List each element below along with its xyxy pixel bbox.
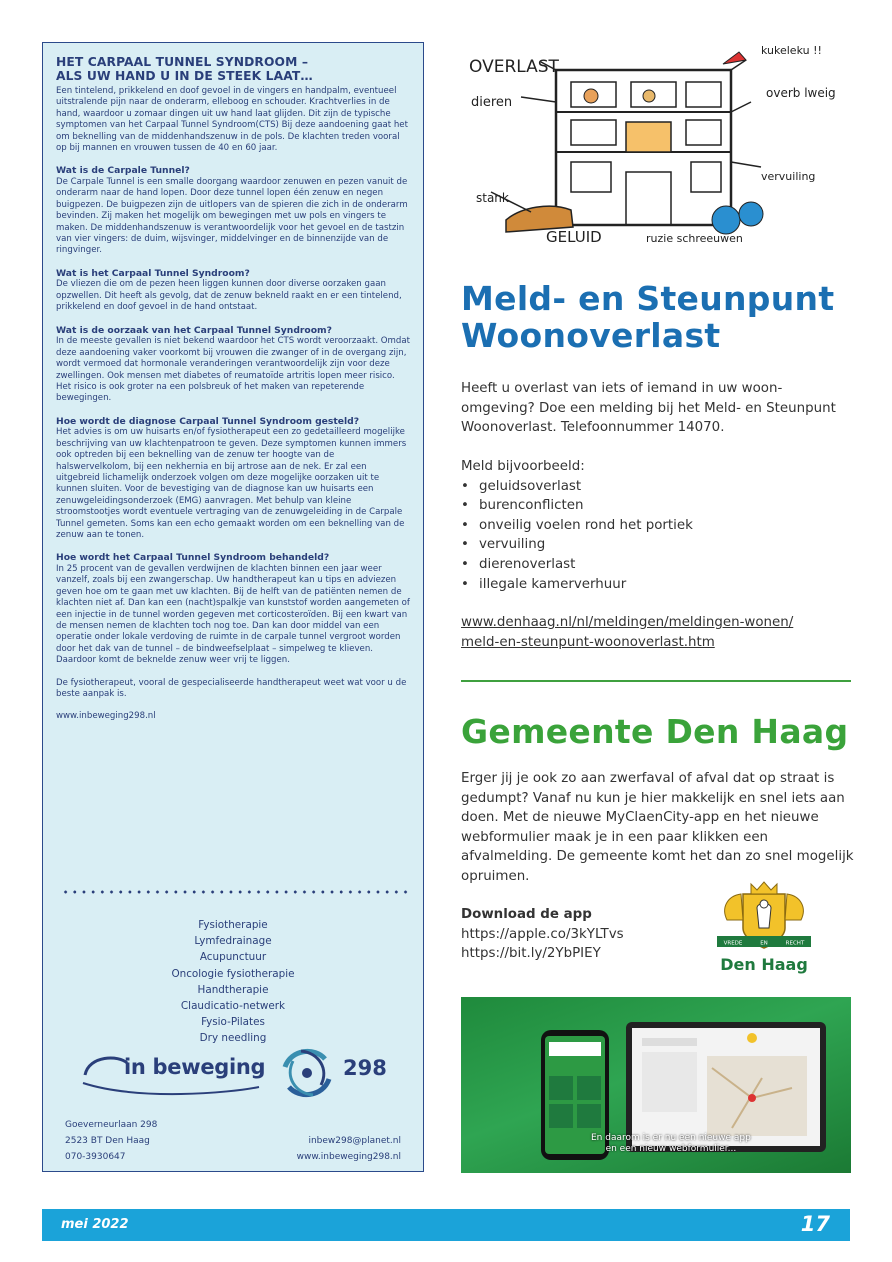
website-link[interactable]: www.inbeweging298.nl	[56, 711, 156, 722]
page-footer	[42, 1209, 850, 1241]
download-block	[461, 905, 701, 964]
sketch-label: GELUID	[546, 228, 602, 246]
meldpunt-examples	[461, 457, 851, 594]
service-item: Claudicatio-netwerk	[180, 1000, 286, 1013]
green-divider	[461, 680, 851, 682]
contact-block	[297, 1133, 401, 1165]
section-heading: Hoe wordt het Carpaal Tunnel Syndroom behandeld?	[56, 552, 330, 564]
apple-link[interactable]: https://apple.co/3kYLTvs	[461, 926, 624, 942]
service-item: Fysio-Pilates	[201, 1016, 265, 1029]
examples-label: Meld bijvoorbeeld:	[461, 459, 585, 474]
section-text: De vliezen die om de pezen heen liggen kunnen door diverse oorzaken gaan opzwellen. Dit heeft als gevolg, dat de zenuw bekneld raakt en er een tintelend, prikkelend en doof gevoel in de hand ontstaat.	[56, 279, 402, 313]
section-heading: Wat is het Carpaal Tunnel Syndroom?	[56, 267, 250, 279]
address-city: 2523 BT Den Haag	[65, 1136, 150, 1146]
map-graphic	[632, 1028, 820, 1146]
section-heading: Hoe wordt de diagnose Carpaal Tunnel Syndroom gesteld?	[56, 415, 360, 427]
section-text: In 25 procent van de gevallen verdwijnen de klachten binnen een jaar weer vanzelf, zoals bij een zwangerschap. Uw handtherapeut kan u tips en adviezen geven hoe om te gaan met uw klachten. Bij de helft van de patiënten nemen de klachten niet af. Dan kan een (nacht)spalkje van kunststof worden aangemeten of een injectie in de tunnel worden gegeven met corticosteroïden. Bij een kwart van de mensen nemen de klachten toch nog toe. Dan kan door middel van een operatie onder lokale verdoving de ruimte in de carpale tunnel vergroot worden door het dak van de tunnel – de bindweefselplaat – simpelweg te klieven. Daardoor komt de beknelde zenuw weer vrij te liggen.	[56, 563, 410, 666]
sketch-label: stank	[476, 191, 509, 205]
service-item: Acupunctuur	[199, 951, 267, 964]
meldpunt-heading: Meld- en Steunpunt Woonoverlast	[461, 279, 835, 355]
service-item: Handtherapie	[197, 983, 269, 996]
list-item: • illegale kamerverhuur	[461, 575, 851, 595]
list-item: • geluidsoverlast	[461, 477, 851, 497]
services-list	[43, 917, 423, 1047]
examples-list	[461, 477, 851, 595]
sketch-drawing	[461, 42, 851, 257]
laptop-screen	[632, 1028, 820, 1146]
page-number: 17	[800, 1212, 830, 1236]
address-block	[65, 1117, 157, 1165]
section-heading: Wat is de Carpale Tunnel?	[56, 165, 190, 177]
article-box-carpal-tunnel	[42, 42, 424, 1172]
list-item: • burenconflicten	[461, 496, 851, 516]
section-heading: Wat is de oorzaak van het Carpaal Tunnel Syndroom?	[56, 324, 332, 336]
sketch-label: kukeleku !!	[761, 44, 822, 57]
meldpunt-intro: Heeft u overlast van iets of iemand in uw woon-omgeving? Doe een melding bij het Meld- en Steunpunt Woonoverlast. Telefoonnummer 14070.	[461, 381, 836, 436]
app-promo-image	[461, 997, 851, 1173]
meldpunt-link[interactable]: www.denhaag.nl/nl/meldingen/meldingen-wonen/ meld-en-steunpunt-woonoverlast.htm	[461, 615, 794, 650]
crest-icon	[713, 880, 815, 960]
address-street: Goeverneurlaan 298	[65, 1120, 158, 1130]
download-title: Download de app	[461, 907, 592, 922]
image-caption: En daarom is er nu een nieuwe app en een nieuw webformulier...	[591, 1133, 751, 1154]
list-item: • onveilig voelen rond het portiek	[461, 516, 851, 536]
sketch-label: dieren	[471, 95, 513, 110]
overlast-sketch-illustration	[461, 42, 851, 257]
gemeente-body: Erger jij je ook zo aan zwerfaval of afval dat op straat is gedumpt? Vanaf nu kun je hier makkelijk en snel iets aan doen. Met de nieuwe MyClaenCity-app en het nieuwe webformulier maak je in een paar klikken een afvalmelding. De gemeente komt het dan zo snel mogelijk opruimen.	[461, 771, 854, 884]
website-link-2[interactable]: www.inbeweging298.nl	[296, 1152, 401, 1162]
inbeweging-logo	[79, 1043, 399, 1103]
sketch-label: overb lweig	[766, 86, 836, 100]
email-link[interactable]: inbew298@planet.nl	[308, 1136, 401, 1146]
footer-date: mei 2022	[61, 1217, 129, 1232]
section-text: De Carpale Tunnel is een smalle doorgang waardoor zenuwen en pezen vanuit de onderarm naar de hand lopen. Door deze tunnel lopen één zenuw en negen buigpezen. De buigpezen zijn de uitlopers van de spieren die zich in de onderarm bevinden. Zij maken het mogelijk om bewegingen met uw pols en vingers te maken. De middenhandszenuw is verantwoordelijk voor het gevoel en de tastzin van vier vingers: de duim, wijsvinger, middelvinger en de binnenzijde van de ringvinger.	[56, 177, 408, 256]
article-closing: De fysiotherapeut, vooral de gespecialiseerde handtherapeut weet wat voor u de beste aanpak is.	[56, 677, 407, 700]
crest-name: Den Haag	[720, 955, 808, 974]
service-item: Lymfedrainage	[194, 935, 272, 948]
list-item: • vervuiling	[461, 535, 851, 555]
section-text: In de meeste gevallen is niet bekend waardoor het CTS wordt veroorzaakt. Omdat deze aandoening vaker voorkomt bij vrouwen die zwanger of in de overgang zijn, wordt vermoed dat hormonale veranderingen verantwoordelijk zijn voor deze zwellingen. Ook mensen met diabetes of reumatoïde artritis lopen meer risico. Het risico is ook groter na een polsbreuk of het maken van repeterende bewegingen.	[56, 336, 411, 404]
dotted-divider	[61, 889, 411, 895]
service-item: Oncologie fysiotherapie	[171, 967, 295, 980]
section-text: Het advies is om uw huisarts en/of fysiotherapeut een zo gedetailleerd mogelijke beschrijving van uw klachtenpatroon te geven. Deze symptomen kunnen immers ook optreden bij een beknelling van de zenuw ter hoogte van de halswervelkolom, bij een nekhernia en bij artrose aan de nek. Er zal een uitgebreid lichamelijk onderzoek volgen om deze mogelijke oorzaken uit te kunnen sluiten. Voor de bevestiging van de diagnose kan uw huisarts een zenuwgeleidingsonderzoek (EMG) aanvragen. Met behulp van kleine stroomstootjes wordt eventuele vertraging van de zenuwgeleiding in de Carpale Tunnel gemeten. Soms kan een echo gemaakt worden om een beknelling van de zenuw aan te tonen.	[56, 427, 407, 540]
service-item: Fysiotherapie	[198, 919, 268, 931]
crest-motto: RECHT	[785, 940, 805, 947]
crest-motto: VREDE	[723, 940, 743, 947]
list-item: • dierenoverlast	[461, 555, 851, 575]
logo-text: in beweging	[124, 1055, 266, 1079]
bitly-link[interactable]: https://bit.ly/2YbPIEY	[461, 946, 601, 962]
sketch-label: OVERLAST	[469, 57, 559, 77]
phone-number: 070-3930647	[65, 1152, 126, 1162]
crest-motto: EN	[760, 940, 768, 947]
sketch-label: vervuiling	[761, 170, 816, 183]
service-item: Dry needling	[199, 1032, 267, 1045]
logo-number: 298	[343, 1056, 387, 1080]
gemeente-heading: Gemeente Den Haag	[461, 712, 849, 751]
article-intro: Een tintelend, prikkelend en doof gevoel in de vingers en handpalm, eventueel uitstralende pijn naar de onderarm, elleboog en schouder. Krachtverlies in de hand, waardoor u zomaar dingen uit uw hand laat glijden. Dit zijn de typische symptomen van het Carpaal Tunnel Syndroom(CTS) Bij deze aandoening gaat het om beknelling van de middenhandszenuw in de pols. De klachten treden vooral op bij mannen en vrouwen tussen de 40 en 60 jaar.	[56, 86, 408, 154]
sketch-label: ruzie schreeuwen	[646, 232, 743, 245]
article-title: HET CARPAAL TUNNEL SYNDROOM – ALS UW HAND U IN DE STEEK LAAT…	[56, 55, 313, 83]
